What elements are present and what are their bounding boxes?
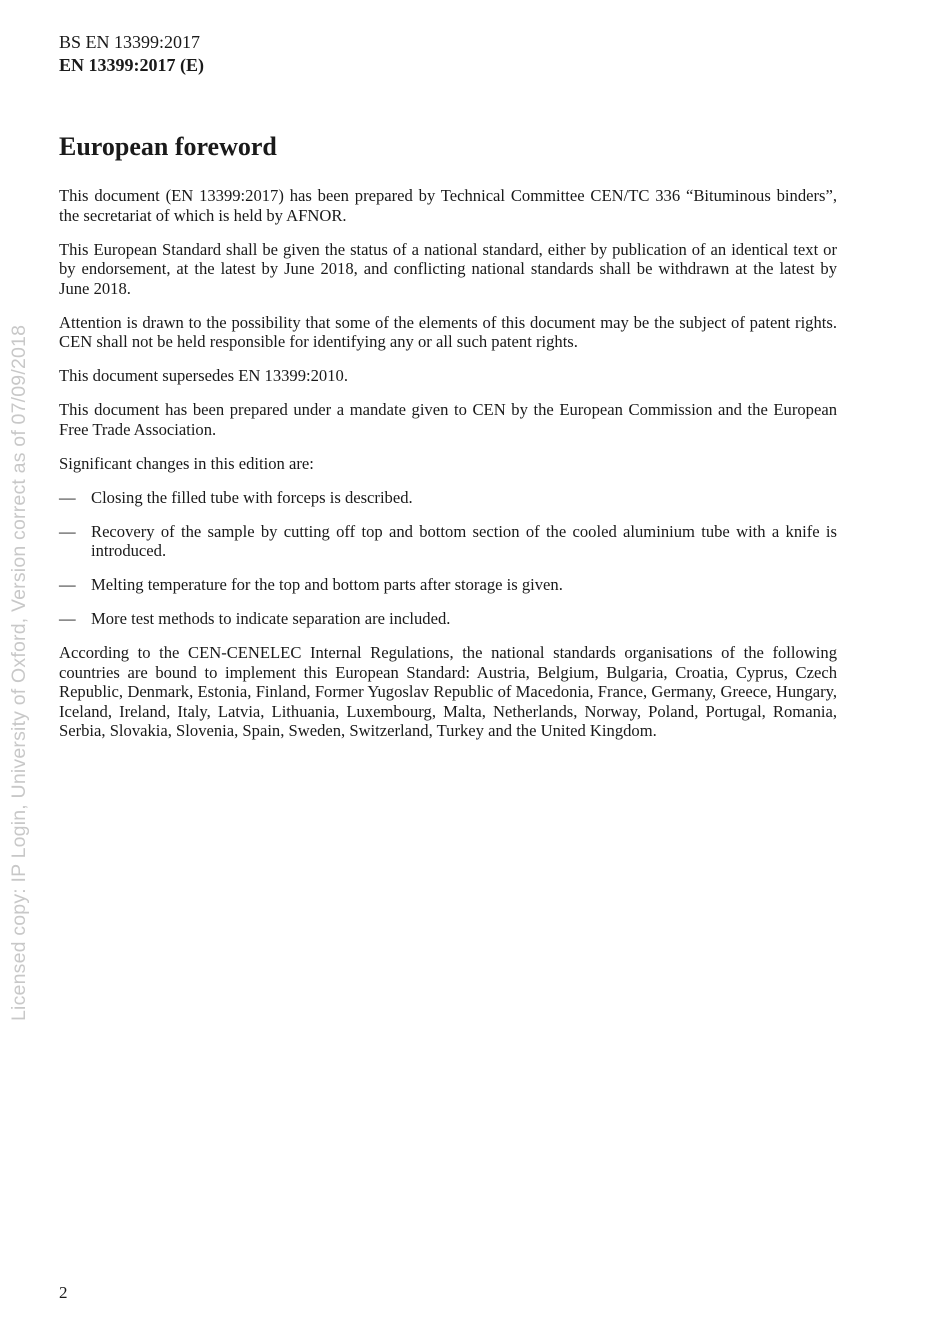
paragraph-status: This European Standard shall be given the status of a national standard, either by publication of an identical text or by endorsement, at the latest by June 2018, and conflicting national standards shall be withdrawn at the latest by June 2018. xyxy=(59,239,837,298)
list-item xyxy=(59,522,837,561)
dash-bullet: — xyxy=(59,609,76,628)
license-watermark: Licensed copy: IP Login, University of Oxford, Version correct as of 07/09/2018 xyxy=(8,324,30,1021)
paragraph-supersedes: This document supersedes EN 13399:2010. xyxy=(59,366,348,385)
dash-bullet: — xyxy=(59,575,76,594)
paragraph-mandate: This document has been prepared under a mandate given to CEN by the European Commission and the European Free Trade Association. xyxy=(59,400,837,439)
foreword-body xyxy=(59,186,837,755)
document-header xyxy=(59,31,204,77)
header-standard-en: EN 13399:2017 (E) xyxy=(59,55,204,75)
paragraph-patent-rights: Attention is drawn to the possibility that some of the elements of this document may be the subject of patent rights. CEN shall not be held responsible for identifying any or all such patent rights. xyxy=(59,312,837,351)
list-item-text: Recovery of the sample by cutting off top and bottom section of the cooled aluminium tube with a knife is introduced. xyxy=(91,521,837,560)
changes-list xyxy=(59,488,837,629)
paragraph-changes-intro: Significant changes in this edition are: xyxy=(59,453,314,473)
page-number: 2 xyxy=(59,1283,68,1302)
list-item xyxy=(59,488,837,508)
header-standard-bs: BS EN 13399:2017 xyxy=(59,32,201,52)
list-item xyxy=(59,609,837,629)
dash-bullet: — xyxy=(59,487,76,507)
list-item-text: Melting temperature for the top and bottom parts after storage is given. xyxy=(91,575,563,594)
paragraph-preparation: This document (EN 13399:2017) has been prepared by Technical Committee CEN/TC 336 “Bituminous binders”, the secretariat of which is held by AFNOR. xyxy=(59,186,837,225)
page-title: European foreword xyxy=(59,132,277,161)
paragraph-national-bodies: According to the CEN-CENELEC Internal Regulations, the national standards organisations of the following countries are bound to implement this European Standard: Austria, Belgium, Bulgaria, Croatia, Cyprus, Czech Republic, Denmark, Estonia, Finland, Former Yugoslav Republic of Macedonia, France, Germany, Greece, Hungary, Iceland, Ireland, Italy, Latvia, Lithuania, Luxembourg, Malta, Netherlands, Norway, Poland, Portugal, Romania, Serbia, Slovakia, Slovenia, Spain, Sweden, Switzerland, Turkey and the United Kingdom. xyxy=(59,643,837,740)
list-item xyxy=(59,575,837,595)
dash-bullet: — xyxy=(59,521,76,541)
list-item-text: More test methods to indicate separation are included. xyxy=(91,609,451,628)
list-item-text: Closing the filled tube with forceps is described. xyxy=(91,487,413,507)
